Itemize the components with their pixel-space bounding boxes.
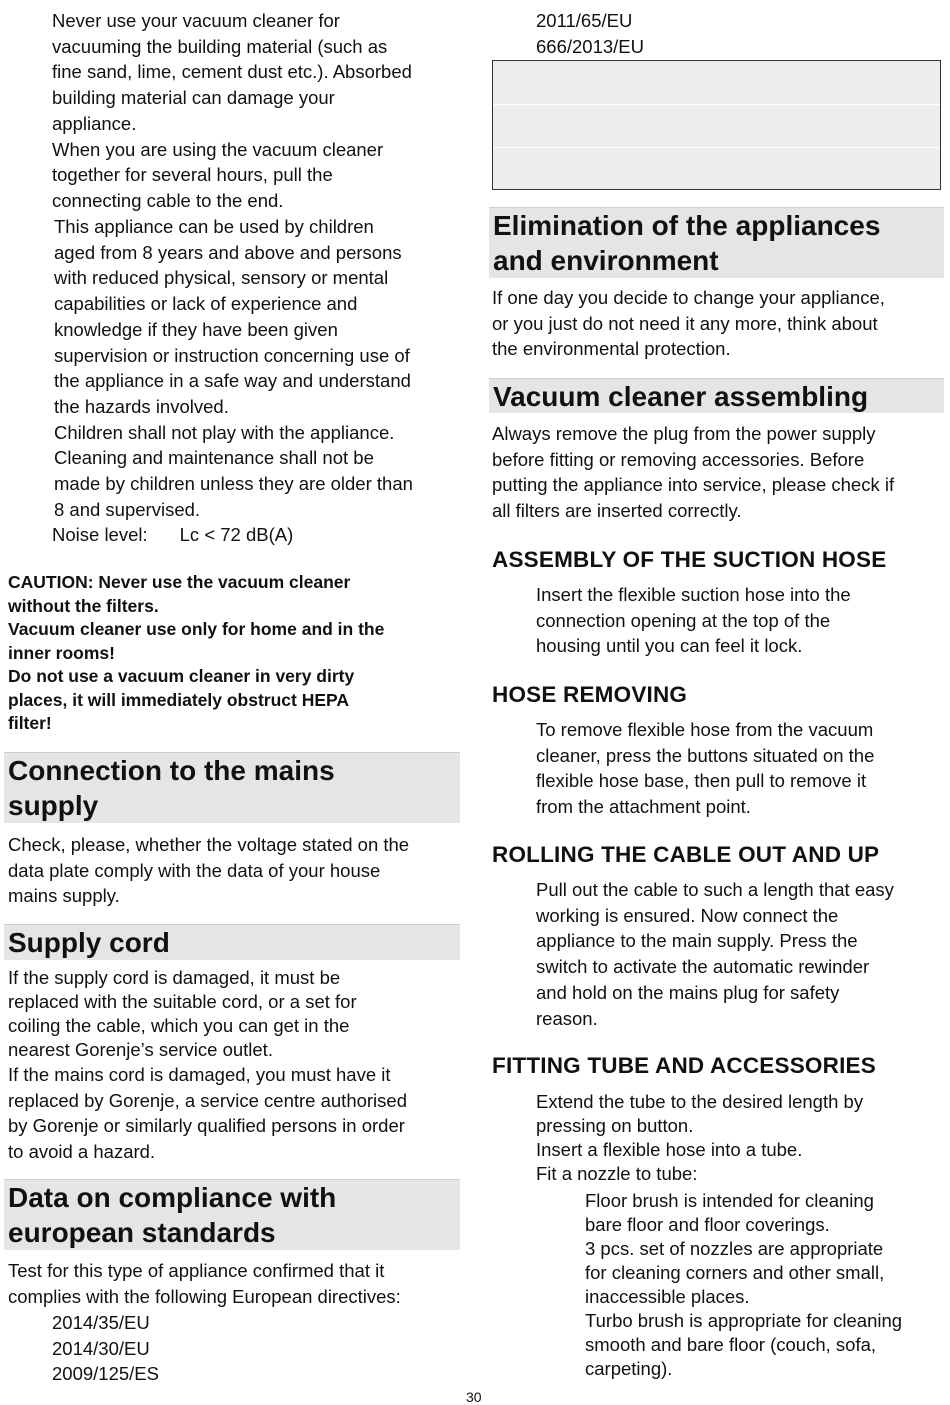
caution-block	[8, 571, 384, 736]
text-line: before fitting or removing accessories. Before	[492, 448, 865, 470]
text-line: Check, please, whether the voltage stated on the	[8, 834, 410, 855]
text-line: putting the appliance into service, please check if	[492, 474, 895, 496]
text-line: supply	[8, 790, 99, 821]
text-line: filter!	[8, 713, 52, 733]
text-line: inaccessible places.	[585, 1286, 750, 1307]
text-line: connection opening at the top of the	[536, 609, 831, 631]
text-line: replaced with the suitable cord, or a set for	[8, 991, 357, 1012]
text-line: aged from 8 years and above and persons	[54, 241, 402, 263]
text-line: This appliance can be used by children	[54, 216, 374, 237]
text-line: appliance to the main supply. Press the	[536, 930, 858, 952]
fitting-heading: FITTING TUBE AND ACCESSORIES	[492, 1053, 876, 1078]
page-number: 30	[466, 1389, 482, 1405]
text-line: without the filters.	[8, 595, 159, 616]
text-line: to avoid a hazard.	[8, 1141, 156, 1163]
text-line: replaced by Gorenje, a service centre authorised	[8, 1089, 407, 1111]
text-line: coiling the cable, which you can get in the	[8, 1015, 350, 1036]
text-line: by Gorenje or similarly qualified persons in order	[8, 1115, 405, 1137]
text-line: Children shall not play with the appliance.	[54, 421, 395, 443]
text-line: switch to activate the automatic rewinder	[536, 956, 870, 978]
text-line: made by children unless they are older than	[54, 473, 413, 495]
text-line: mains supply.	[8, 885, 120, 907]
text-line: complies with the following European directives:	[8, 1285, 401, 1307]
hose-removing-heading: HOSE REMOVING	[492, 682, 688, 707]
text-line: appliance.	[52, 112, 137, 134]
text-line: To remove flexible hose from the vacuum	[536, 719, 874, 740]
children-safety-paragraph	[54, 214, 413, 522]
directive-list	[52, 1310, 159, 1387]
text-line: carpeting).	[585, 1358, 673, 1379]
text-line: Vacuum cleaner use only for home and in the	[8, 619, 385, 639]
text-line: If one day you decide to change your appliance,	[492, 287, 885, 308]
text-line: european standards	[8, 1217, 276, 1248]
directive-list-continued	[536, 8, 644, 59]
text-line: If the supply cord is damaged, it must be	[8, 967, 341, 988]
text-line: bare floor and floor coverings.	[585, 1214, 830, 1235]
text-line: flexible hose base, then pull to remove it	[536, 770, 867, 792]
text-line: When you are using the vacuum cleaner	[52, 138, 384, 160]
intro-paragraph	[52, 8, 412, 214]
cable-body	[536, 877, 894, 1031]
text-line: the hazards involved.	[54, 395, 229, 417]
assembling-heading: Vacuum cleaner assembling	[489, 378, 944, 413]
text-line: from the attachment point.	[536, 796, 751, 818]
text-line: data plate comply with the data of your house	[8, 859, 381, 881]
text-line: the environmental protection.	[492, 338, 731, 360]
text-line: 2011/65/EU	[536, 10, 633, 31]
hose-assembly-heading: ASSEMBLY OF THE SUCTION HOSE	[492, 547, 887, 572]
blank-grey-box	[492, 60, 941, 190]
text-line: with reduced physical, sensory or mental	[54, 267, 389, 289]
text-line: together for several hours, pull the	[52, 164, 333, 186]
text-line: all filters are inserted correctly.	[492, 500, 742, 522]
text-line: 2014/30/EU	[52, 1337, 150, 1359]
text-line: Test for this type of appliance confirmed that it	[8, 1260, 385, 1281]
text-line: Insert the flexible suction hose into the	[536, 584, 851, 605]
text-line: capabilities or lack of experience and	[54, 293, 358, 315]
elimination-heading	[489, 207, 944, 278]
text-line: 2014/35/EU	[52, 1312, 150, 1333]
text-line: the appliance in a safe way and understand	[54, 370, 411, 392]
mains-connection-body	[8, 832, 409, 909]
text-line: 666/2013/EU	[536, 35, 645, 57]
elimination-body	[492, 285, 885, 362]
text-line: for cleaning corners and other small,	[585, 1262, 885, 1283]
text-line: or you just do not need it any more, think about	[492, 312, 878, 334]
text-line: Pull out the cable to such a length that easy	[536, 879, 894, 900]
text-line: reason.	[536, 1007, 598, 1029]
text-line: CAUTION: Never use the vacuum cleaner	[8, 572, 351, 592]
text-line: If the mains cord is damaged, you must have it	[8, 1064, 391, 1085]
noise-level-label: Noise level:	[52, 524, 148, 545]
text-line: Never use your vacuum cleaner for	[52, 10, 340, 31]
noise-level-line	[52, 522, 293, 548]
text-line: Cleaning and maintenance shall not be	[54, 447, 374, 469]
text-line: knowledge if they have been given	[54, 318, 338, 340]
text-line: 8 and supervised.	[54, 498, 201, 520]
text-line: Floor brush is intended for cleaning	[585, 1190, 874, 1211]
text-line: Fit a nozzle to tube:	[536, 1163, 698, 1184]
text-line: 2009/125/ES	[52, 1363, 159, 1385]
text-line: places, it will immediately obstruct HEPA	[8, 689, 350, 710]
hose-assembly-body	[536, 582, 851, 659]
text-line: Extend the tube to the desired length by	[536, 1091, 864, 1112]
text-line: smooth and bare floor (couch, sofa,	[585, 1334, 877, 1355]
supply-cord-heading: Supply cord	[4, 924, 460, 960]
text-line: working is ensured. Now connect the	[536, 904, 839, 926]
text-line: Connection to the mains	[8, 755, 335, 786]
text-line: pressing on button.	[536, 1115, 694, 1136]
noise-level-value: Lc < 72 dB(A)	[179, 524, 294, 545]
text-line: fine sand, lime, cement dust etc.). Absorbed	[52, 61, 412, 83]
supply-cord-body-a	[8, 966, 357, 1062]
text-line: Do not use a vacuum cleaner in very dirty	[8, 666, 355, 686]
text-line: Elimination of the appliances	[493, 210, 881, 241]
fitting-body	[536, 1090, 863, 1186]
text-line: Turbo brush is appropriate for cleaning	[585, 1310, 903, 1331]
text-line: supervision or instruction concerning use of	[54, 344, 410, 366]
text-line: building material can damage your	[52, 87, 335, 109]
text-line: housing until you can feel it lock.	[536, 635, 803, 657]
text-line: Data on compliance with	[8, 1182, 337, 1213]
assembling-body	[492, 421, 894, 524]
text-line: inner rooms!	[8, 642, 115, 663]
text-line: Always remove the plug from the power supply	[492, 423, 876, 444]
nozzle-descriptions	[585, 1189, 902, 1381]
text-line: Insert a flexible hose into a tube.	[536, 1139, 803, 1160]
mains-connection-heading	[4, 752, 460, 823]
cable-heading: ROLLING THE CABLE OUT AND UP	[492, 842, 880, 867]
compliance-heading	[4, 1179, 460, 1250]
text-line: cleaner, press the buttons situated on the	[536, 744, 875, 766]
text-line: vacuuming the building material (such as	[52, 35, 388, 57]
text-line: nearest Gorenje’s service outlet.	[8, 1039, 273, 1060]
compliance-body	[8, 1258, 401, 1309]
text-line: and hold on the mains plug for safety	[536, 981, 840, 1003]
text-line: 3 pcs. set of nozzles are appropriate	[585, 1238, 884, 1259]
hose-removing-body	[536, 717, 874, 820]
supply-cord-body-b	[8, 1062, 407, 1165]
text-line: connecting cable to the end.	[52, 189, 284, 211]
text-line: and environment	[493, 245, 719, 276]
